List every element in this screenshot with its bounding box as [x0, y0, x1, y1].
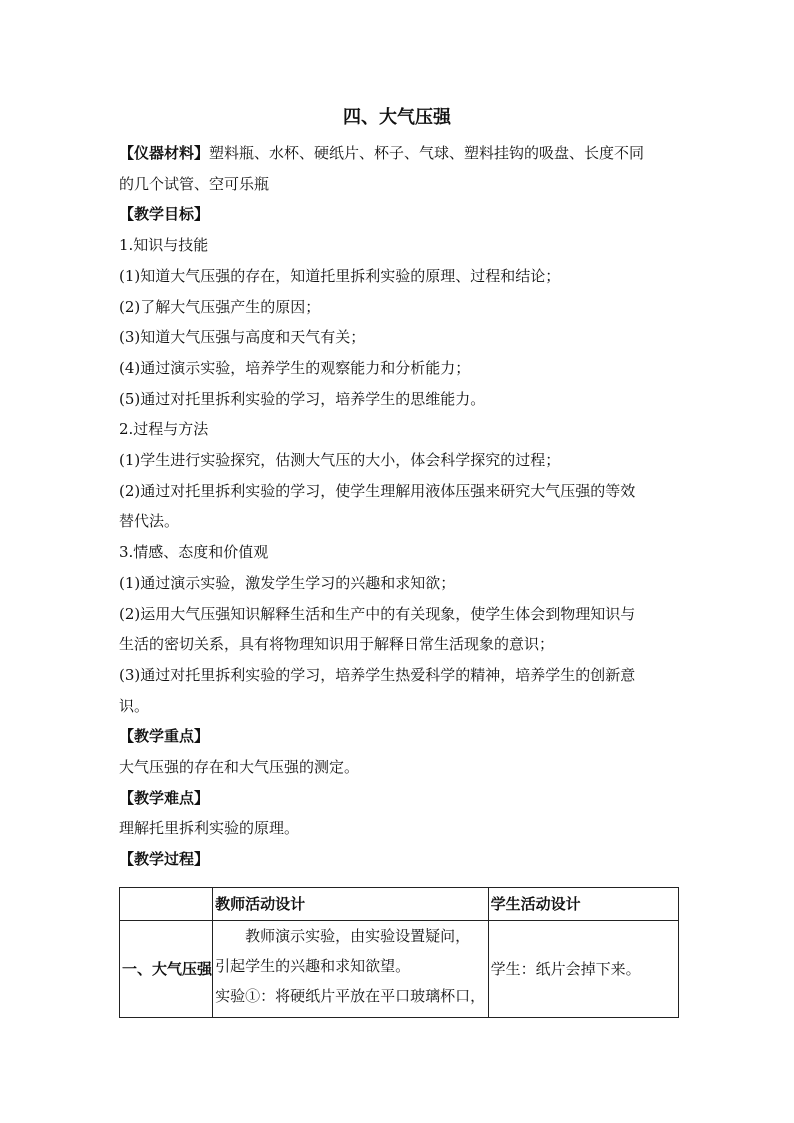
teacher-activity-line-1: 教师演示实验，由实验设置疑问，: [215, 927, 471, 945]
key-point-text: 大气压强的存在和大气压强的测定。: [119, 758, 360, 777]
header-cell-teacher: 教师活动设计: [213, 888, 488, 921]
materials-line-2: 的几个试管、空可乐瓶: [119, 174, 270, 193]
knowledge-item-1: (1)知道大气压强的存在，知道托里拆利实验的原理、过程和结论；: [119, 266, 561, 285]
knowledge-item-3: (3)知道大气压强与高度和天气有关；: [119, 328, 366, 347]
objectives-heading: 【教学目标】: [119, 205, 210, 224]
process-title: 2.过程与方法: [119, 420, 209, 439]
document-body: [119, 138, 679, 875]
table-row: [120, 921, 679, 1018]
process-section-heading: 【教学过程】: [119, 850, 210, 869]
emotion-title: 3.情感、态度和价值观: [119, 543, 269, 562]
difficulty-text: 理解托里拆利实验的原理。: [119, 819, 300, 838]
materials-text-1: 塑料瓶、水杯、硬纸片、杯子、气球、塑料挂钩的吸盘、长度不同: [209, 144, 645, 162]
key-point-heading: 【教学重点】: [119, 727, 210, 746]
teaching-process-table: [119, 887, 679, 1018]
materials-heading: 【仪器材料】: [119, 144, 210, 162]
emotion-item-2-line-1: (2)运用大气压强知识解释生活和生产中的有关现象，使学生体会到物理知识与: [119, 604, 636, 623]
emotion-item-3-line-1: (3)通过对托里拆利实验的学习，培养学生热爱科学的精神，培养学生的创新意: [119, 665, 636, 684]
header-cell-student: 学生活动设计: [488, 888, 678, 921]
emotion-item-3-line-2: 识。: [119, 696, 150, 715]
knowledge-item-4: (4)通过演示实验，培养学生的观察能力和分析能力；: [119, 358, 471, 377]
knowledge-item-5: (5)通过对托里拆利实验的学习，培养学生的思维能力。: [119, 389, 486, 408]
emotion-item-1: (1)通过演示实验，激发学生学习的兴趣和求知欲；: [119, 573, 456, 592]
teacher-activity-line-2: 引起学生的兴趣和求知欲望。: [215, 957, 411, 975]
difficulty-heading: 【教学难点】: [119, 788, 210, 807]
document-title: 四、大气压强: [343, 107, 451, 128]
process-item-2-line-1: (2)通过对托里拆利实验的学习，使学生理解用液体压强来研究大气压强的等效: [119, 481, 636, 500]
materials-line-1: [119, 138, 679, 169]
header-cell-empty: [120, 888, 213, 921]
emotion-item-2-line-2: 生活的密切关系，具有将物理知识用于解释日常生活现象的意识；: [119, 635, 555, 654]
teacher-activity-line-3: 实验①：将硬纸片平放在平口玻璃杯口，: [215, 987, 486, 1005]
student-activity-cell: 学生：纸片会掉下来。: [488, 921, 678, 1018]
knowledge-item-2: (2)了解大气压强产生的原因；: [119, 297, 321, 316]
process-item-2-line-2: 替代法。: [119, 512, 180, 531]
section-cell: 一、大气压强: [120, 921, 213, 1018]
process-item-1: (1)学生进行实验探究，估测大气压的大小，体会科学探究的过程；: [119, 451, 561, 470]
knowledge-title: 1.知识与技能: [119, 236, 209, 255]
teacher-activity-cell: [213, 921, 488, 1018]
table-header-row: [120, 888, 679, 921]
